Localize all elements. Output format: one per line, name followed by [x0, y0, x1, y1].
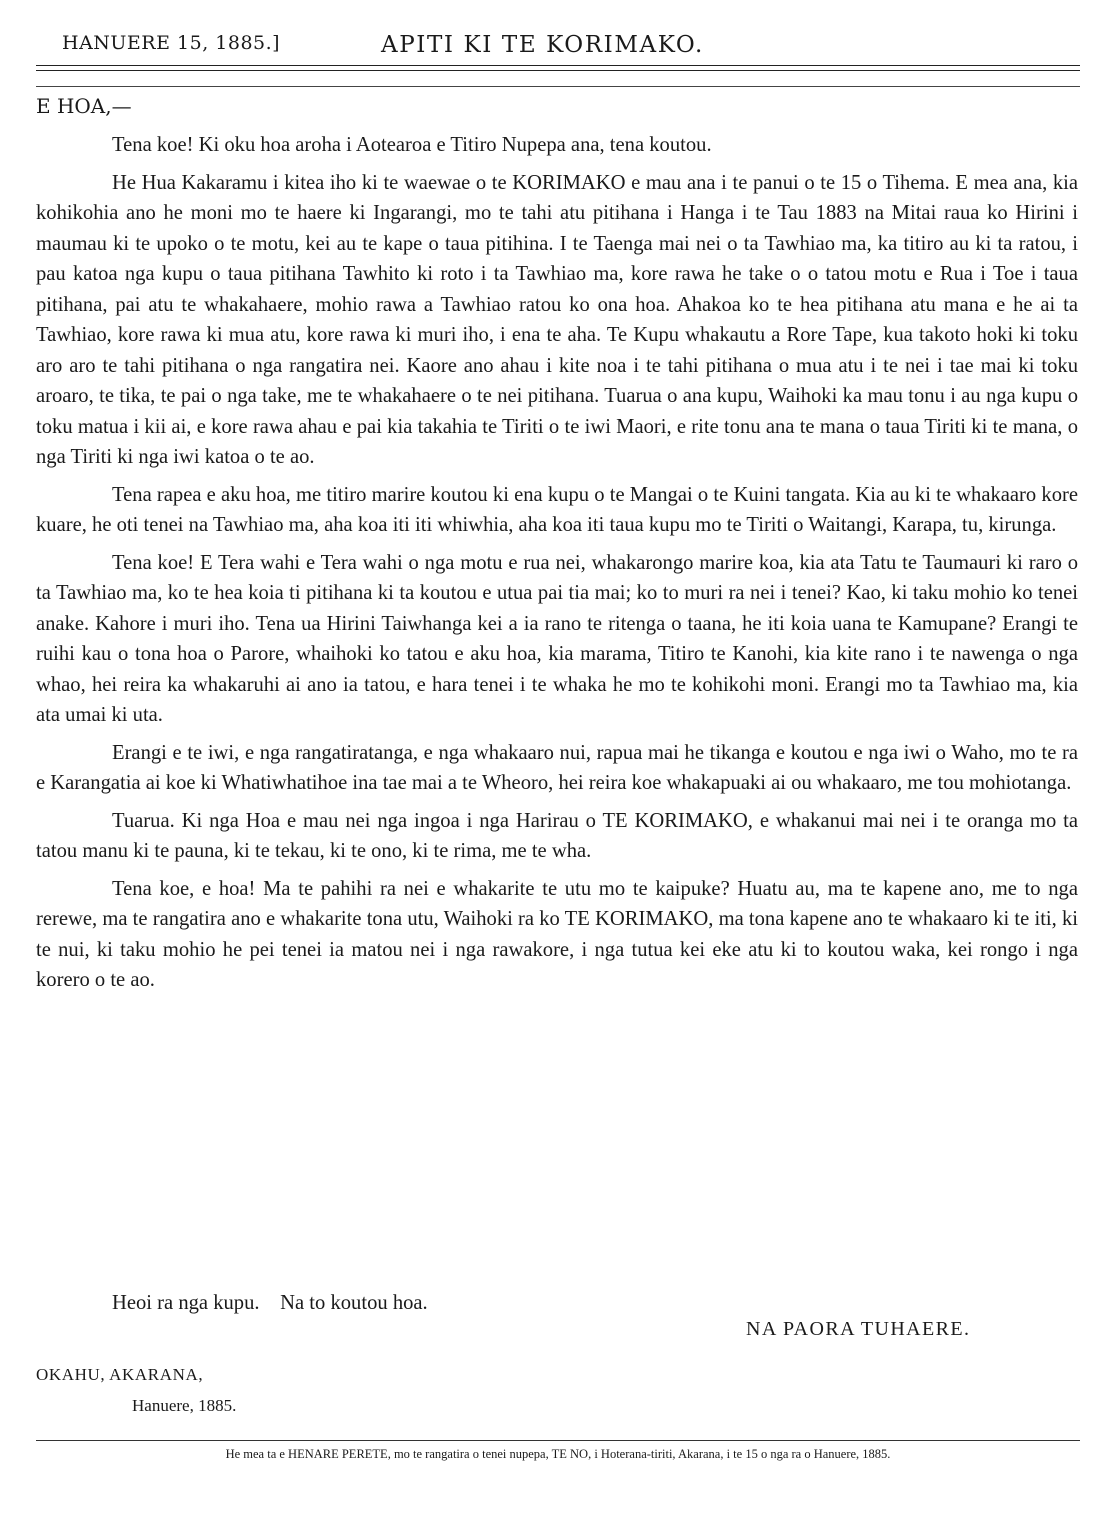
- paragraph: Tena koe, e hoa! Ma te pahihi ra nei e whakarite te utu mo te kaipuke? Huatu au, ma te kapene ano, me to nga rerewe, ma te rangatira ano e whakarite tona utu, Waihoki ra ko TE KORIMAKO, ma tona kapene ano te whakaaro ki te iti, ki te nui, ki taku mohio he pei tenei ia matou nei i nga rawakore, i nga tutua kei eke atu ki to koutou waka, kei rongo i nga korero o te ao.: [36, 877, 1078, 991]
- salutation: E HOA,—: [36, 94, 132, 118]
- footer-rule: [36, 1440, 1080, 1441]
- header-title: APITI KI TE KORIMAKO.: [381, 32, 704, 58]
- page-header: [36, 30, 1080, 70]
- paragraph: Erangi e te iwi, e nga rangatiratanga, e nga whakaaro nui, rapua mai he tikanga e koutou e nga iwi o Waho, mo te ra e Karangatia ai koe ki Whatiwhatihoe ina tae mai a te Wheoro, hei reira koe whakapuaki ai ou whakaaro, me tou mohiotanga.: [36, 741, 1078, 794]
- header-double-rule: [36, 65, 1080, 71]
- closing-line: Heoi ra nga kupu. Na to koutou hoa.: [112, 1292, 428, 1314]
- place-line: OKAHU, AKARANA,: [36, 1365, 204, 1384]
- paragraph: Tena koe! Ki oku hoa aroha i Aotearoa e Titiro Nupepa ana, tena koutou.: [112, 134, 712, 156]
- paragraph: Tena koe! E Tera wahi e Tera wahi o nga motu e rua nei, whakarongo marire koa, kia ata Tatu te Taumauri ki raro o ta Tawhiao ma, ko te hea koia ti pitihana ki ta koutou e utua pai tia mai; ko to muri ra nei i tenei? Kao, ki taku mohio ko tenei anake. Kahore i muri iho. Tena ua Hirini Taiwhanga kei a ia rano te ritenga o taana, he iti koia uana te Kamupane? Erangi te ruihi kau o tona hoa o Parore, whaihoki ko tatou e aku hoa, kia marama, Titiro te Kanohi, kia kite rano i te nawenga o nga whao, hei reira ka whakaruhi ai ano ia tatou, e hara tenei i te whaka he mo te kohikohi moni. Erangi mo ta Tawhiao ma, kia ata umai ki uta.: [36, 551, 1078, 726]
- paragraph: Tena rapea e aku hoa, me titiro marire koutou ki ena kupu o te Mangai o te Kuini tangata. Kia au ki te whakaaro kore kuare, he oti tenei na Tawhiao ma, aha koa iti iti whiwhia, aha koa iti taua kupu mo te Tiriti o Waitangi, Karapa, tu, kirunga.: [36, 483, 1078, 536]
- header-date: HANUERE 15, 1885.]: [62, 32, 281, 54]
- paragraph: Tuarua. Ki nga Hoa e mau nei nga ingoa i nga Harirau o TE KORIMAKO, e whakanui mai nei i te oranga mo ta tatou manu ki te pauna, ki te tekau, ki te ono, ki te rima, me te wha.: [36, 809, 1078, 862]
- letter-body: [36, 130, 1078, 1003]
- date-line: Hanuere, 1885.: [132, 1396, 237, 1415]
- header-thin-rule: [36, 86, 1080, 87]
- signature: NA PAORA TUHAERE.: [746, 1318, 971, 1340]
- paragraph: He Hua Kakaramu i kitea iho ki te waewae o te KORIMAKO e mau ana i te panui o te 15 o Tihema. E mea ana, kia kohikohia ano he moni mo te haere ki Ingarangi, mo te tahi atu pitihana i Hanga i te Tau 1883 na Mitai raua ko Hirini i maumau ki te upoko o te motu, kei au te kape o taua pitihina. I te Taenga mai nei o ta Tawhiao ma, ka titiro au ki ta ratou, i pau katoa nga kupu o taua pitihana Tawhito ki roto i ta Tawhiao ma, kore rawa he take o o tatou motu e Rua i Toe i taua pitihana, pai atu te whakahaere, mohio rawa a Tawhiao ratou ko ona hoa. Ahakoa ko te hea pitihana atu mana e he ai ta Tawhiao, kore rawa ki mua atu, kore rawa ki muri iho, i ena te aha. Te Kupu whakautu a Rore Tape, kua takoto hoki ki toku aro aro te tahi pitihana o nga rangatira nei. Kaore ano ahau i kite noa i te tahi pitihana o mua atu i te nei i tae mai ki toku aroaro, te tika, te pai o nga take, me te whakahaere o te nei pitihana. Tuarua o ana kupu, Waihoki ka mau tonu i au nga kupu o toku matua i kii ai, e kore rawa ahau e pai kia takahia te Tiriti o te iwi Maori, e rite tonu ana te mana o taua Tiriti ki te mana, o nga Tiriti ki nga iwi katoa o te ao.: [36, 171, 1078, 468]
- printer-imprint: He mea ta e HENARE PERETE, mo te rangatira o tenei nupepa, TE NO, i Hoterana-tiriti, Akarana, i te 15 o nga ra o Hanuere, 1885.: [225, 1447, 891, 1461]
